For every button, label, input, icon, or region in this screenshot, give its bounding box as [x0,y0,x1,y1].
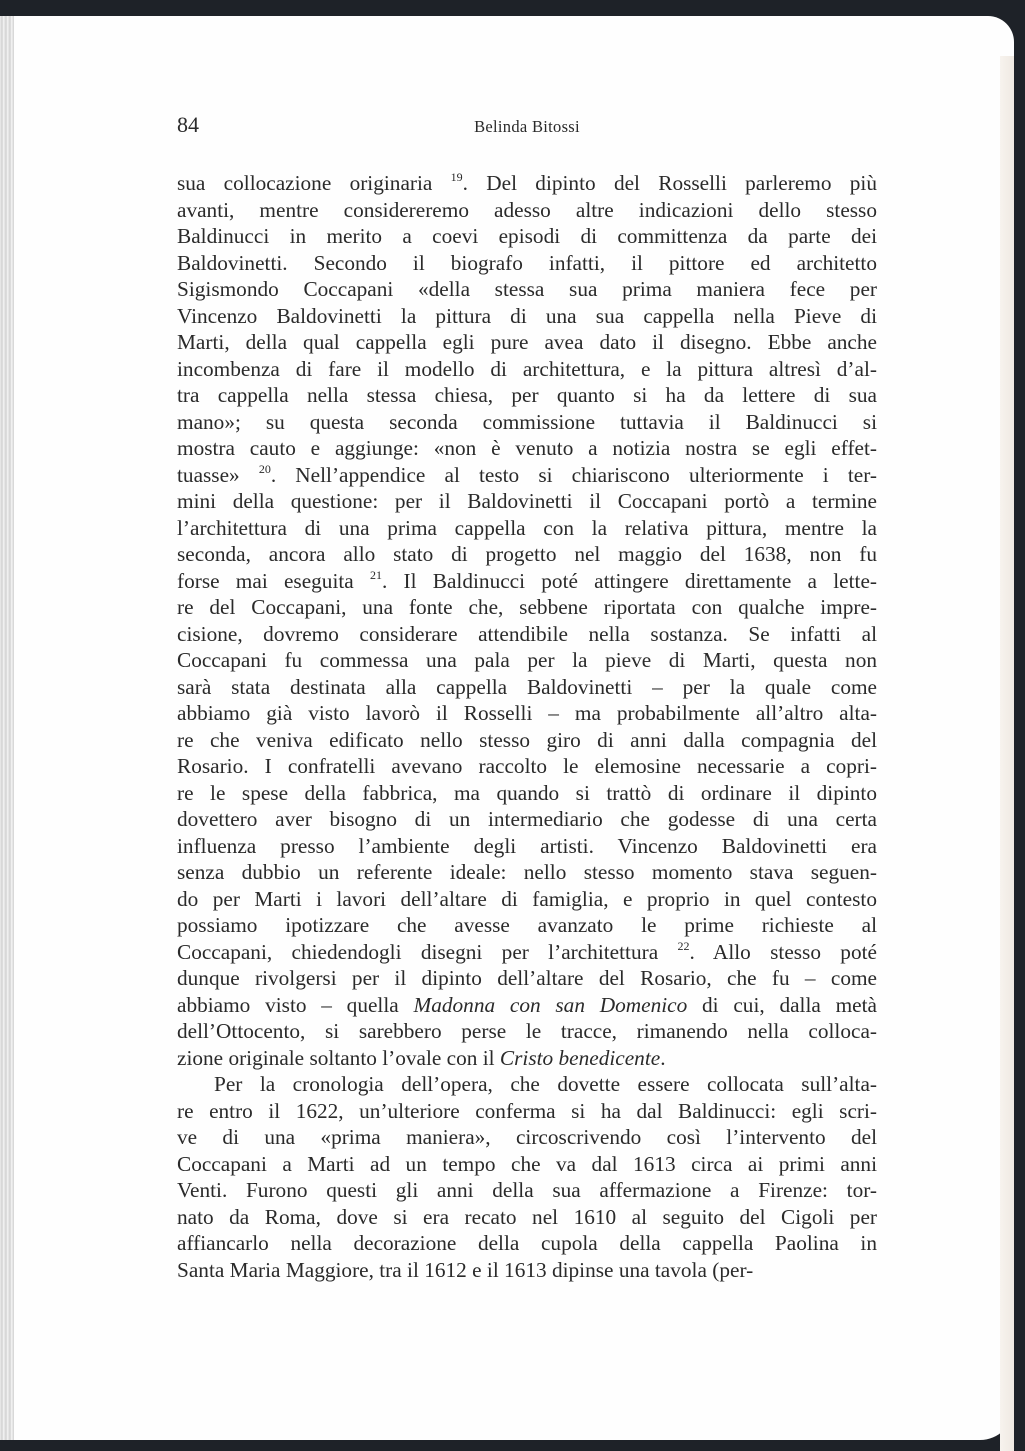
text-line: Coccapani fu commessa una pala per la pieve di Marti, questa non [177,648,877,672]
text-line: re le spese della fabbrica, ma quando si trattò di ordinare il dipinto [177,780,877,805]
text-line: mini della questione: per il Baldovinetti il Coccapani portò a termine [177,489,877,513]
text-line: re del Coccapani, una fonte che, sebbene riportata con qualche impre- [177,595,877,619]
text-line: abbiamo già visto lavorò il Rosselli – ma probabilmente all’altro alta- [177,701,877,725]
text-line: sarà stata destinata alla cappella Baldovinetti – per la quale come [177,674,877,699]
text-line: Venti. Furono questi gli anni della sua affermazione a Firenze: tor- [177,1178,877,1202]
text-line: Marti, della qual cappella egli pure avea dato il disegno. Ebbe anche [177,330,877,354]
footnote-marker: 21 [369,567,382,582]
text-line: Santa Maria Maggiore, tra il 1612 e il 1613 dipinse una tavola (per- [177,1257,754,1282]
text-line: affiancarlo nella decorazione della cupola della cappella Paolina in [177,1231,877,1255]
text-line: incombenza di fare il modello di architettura, e la pittura altresì d’al- [177,356,877,381]
text-line: nato da Roma, dove si era recato nel 1610 al seguito del Cigoli per [177,1204,877,1229]
text-line: re entro il 1622, un’ulteriore conferma si ha dal Baldinucci: egli scri- [177,1098,877,1123]
text-line: Rosario. I confratelli avevano raccolto le elemosine necessarie a copri- [177,754,877,778]
text-line: cisione, dovremo considerare attendibile nella sostanza. Se infatti al [177,621,877,646]
text-line: Coccapani a Marti ad un tempo che va dal 1613 circa ai primi anni [177,1151,877,1176]
text-line: forse mai eseguita $^{21}$. Il Baldinucci poté attingere direttamente a lette- [177,567,877,593]
text-line: do per Marti i lavori dell’altare di famiglia, e proprio in quel contesto [177,886,877,911]
text-line: re che veniva edificato nello stesso giro di anni dalla compagnia del [177,727,877,752]
paragraph [177,170,877,1071]
italic-title: Cristo benedicente [499,1045,661,1070]
text-line: dunque rivolgersi per il dipinto dell’altare del Rosario, che fu – come [177,966,877,990]
text-line: mostra cauto e aggiunge: «non è venuto a notizia nostra se egli effet- [177,436,877,460]
text-line: senza dubbio un referente ideale: nello stesso momento stava seguen- [177,860,877,884]
text-line: Coccapani, chiedendogli disegni per l’architettura $^{22}$. Allo stesso poté [177,938,877,964]
text-line: avanti, mentre considereremo adesso altre indicazioni dello stesso [177,197,877,222]
text-line: sua collocazione originaria $^{19}$. Del dipinto del Rosselli parleremo più [177,170,877,195]
running-head-author: Belinda Bitossi [474,117,580,136]
text-line: Sigismondo Coccapani «della stessa sua prima maniera fece per [177,277,877,301]
footnote-marker: 19 [450,170,463,184]
page-gutter-shadow [1000,56,1014,1451]
text-line: Per la cronologia dell’opera, che dovette essere collocata sull’alta- [214,1072,877,1096]
text-line: Vincenzo Baldovinetti la pittura di una sua cappella nella Pieve di [177,303,877,328]
footnote-marker: 20 [258,461,271,476]
body-text [177,170,877,1283]
page-number: 84 [177,112,199,137]
text-line: dell’Ottocento, si sarebbero perse le tracce, rimanendo nella colloca- [177,1019,877,1043]
text-line: l’architettura di una prima cappella con la relativa pittura, mentre la [177,515,877,540]
text-line: ve di una «prima maniera», circoscrivendo così l’intervento del [177,1125,877,1149]
text-line: abbiamo visto – quella Madonna con san Domenico di cui, dalla metà [177,992,877,1017]
text-line: tuasse» $^{20}$. Nell’appendice al testo si chiariscono ulteriormente i ter- [177,461,877,487]
text-line: dovettero aver bisogno di un intermediario che godesse di una certa [177,807,877,831]
footnote-marker: 22 [677,938,690,953]
italic-title: Madonna con san Domenico [413,992,688,1017]
text-line: tra cappella nella stessa chiesa, per quanto si ha da lettere di sua [177,383,877,407]
text-line: Baldovinetti. Secondo il biografo infatti, il pittore ed architetto [177,250,877,275]
text-line: possiamo ipotizzare che avesse avanzato le prime richieste al [177,913,877,937]
text-line: seconda, ancora allo stato di progetto nel maggio del 1638, non fu [177,542,877,566]
running-head [177,112,877,142]
paragraph [177,1071,877,1283]
text-line: influenza presso l’ambiente degli artisti. Vincenzo Baldovinetti era [177,833,877,858]
text-line: zione originale soltanto l’ovale con il Cristo benedicente. [177,1045,666,1070]
text-line: mano»; su questa seconda commissione tuttavia il Baldinucci si [177,409,877,434]
text-line: Baldinucci in merito a coevi episodi di committenza da parte dei [177,224,877,248]
